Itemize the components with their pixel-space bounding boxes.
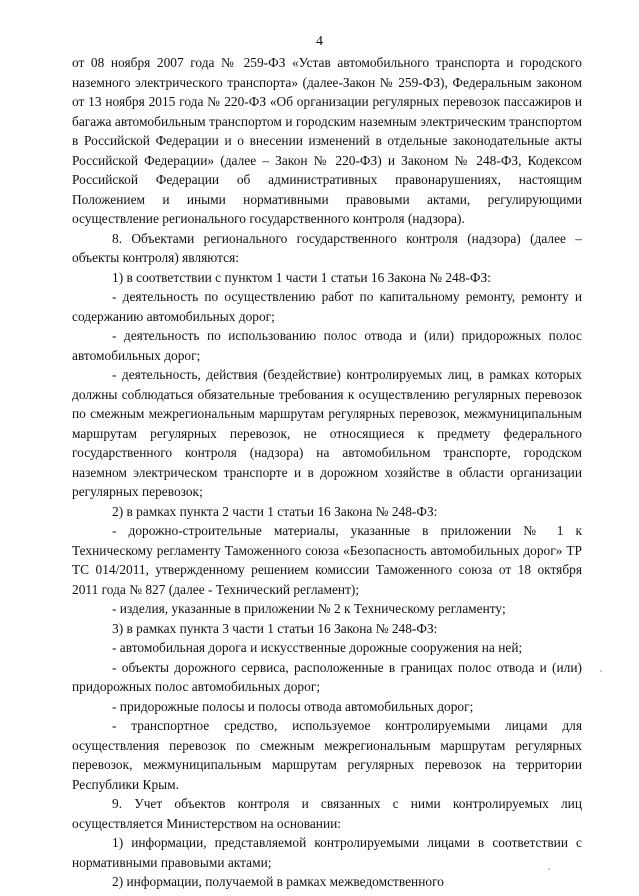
scan-artifact [600, 670, 602, 672]
paragraph: - придорожные полосы и полосы отвода автомобильных дорог; [112, 698, 474, 714]
paragraph: 9. Учет объектов контроля и связанных с ними контролируемых лиц осуществляется Министерством на основании: [72, 796, 582, 831]
scan-artifact [548, 868, 550, 870]
paragraph: - деятельность по использованию полос отвода и (или) придорожных полос автомобильных дорог; [72, 328, 582, 363]
paragraph: 3) в рамках пункта 3 части 1 статьи 16 Закона № 248-ФЗ: [112, 620, 438, 636]
paragraph: - объекты дорожного сервиса, расположенные в границах полос отвода и (или) придорожных полос автомобильных дорог; [72, 659, 582, 694]
page-number: 4 [316, 34, 323, 49]
paragraph: 1) в соответствии с пунктом 1 части 1 статьи 16 Закона № 248-ФЗ: [112, 269, 491, 285]
paragraph: - автомобильная дорога и искусственные дорожные сооружения на ней; [112, 640, 523, 655]
paragraph: - дорожно-строительные материалы, указанные в приложении № 1 к Техническому регламенту Таможенного союза «Безопасность автомобильных дорог» ТР ТС 014/2011, утвержденному решением комиссии Таможенного союза от 18 октября 2011 года № 827 (далее - Технический регламент); [72, 523, 582, 597]
paragraph: - деятельность по осуществлению работ по капитальному ремонту, ремонту и содержанию автомобильных дорог; [72, 289, 582, 324]
paragraph: 8. Объектами регионального государственного контроля (надзора) (далее – объекты контроля) являются: [72, 230, 582, 265]
paragraph: - транспортное средство, используемое контролируемыми лицами для осуществления перевозок по смежным межрегиональным маршрутам регулярных перевозок, межмуниципальным маршрутам регулярных перевозок на территории Республики Крым. [72, 718, 582, 792]
paragraph: от 08 ноября 2007 года № 259-ФЗ «Устав автомобильного транспорта и городского наземного электрического транспорта» (далее-Закон № 259-ФЗ), Федеральным законом от 13 ноября 2015 года № 220-ФЗ «Об организации регулярных перевозок пассажиров и багажа автомобильным транспортом и городским наземным электрическим транспортом в Российской Федерации и о внесении изменений в отдельные законодательные акты Российской Федерации» (далее – Закон № 220-ФЗ) и Законом № 248-ФЗ, Кодексом Российской Федерации об административных правонарушениях, настоящим Положением и иными нормативными правовыми актами, регулирующими осуществление регионального государственного контроля (надзора). [72, 55, 582, 226]
paragraph: 2) в рамках пункта 2 части 1 статьи 16 Закона № 248-ФЗ: [112, 503, 438, 519]
document-body [72, 53, 582, 892]
paragraph: 2) информации, получаемой в рамках межведомственного [112, 874, 444, 889]
paragraph: - деятельность, действия (бездействие) контролируемых лиц, в рамках которых должны соблюдаться обязательные требования к осуществлению регулярных перевозок по смежным межрегиональным маршрутам регулярных перевозок, межмуниципальным маршрутам регулярных перевозок, не относящиеся к предмету федерального государственного контроля (надзора) на автомобильном транспорте, городском наземном электрическом транспорте и в дорожном хозяйстве в области организации регулярных перевозок; [72, 367, 582, 499]
paragraph: 1) информации, представляемой контролируемыми лицами в соответствии с нормативными правовыми актами; [72, 835, 582, 870]
paragraph: - изделия, указанные в приложении № 2 к Техническому регламенту; [112, 601, 506, 616]
